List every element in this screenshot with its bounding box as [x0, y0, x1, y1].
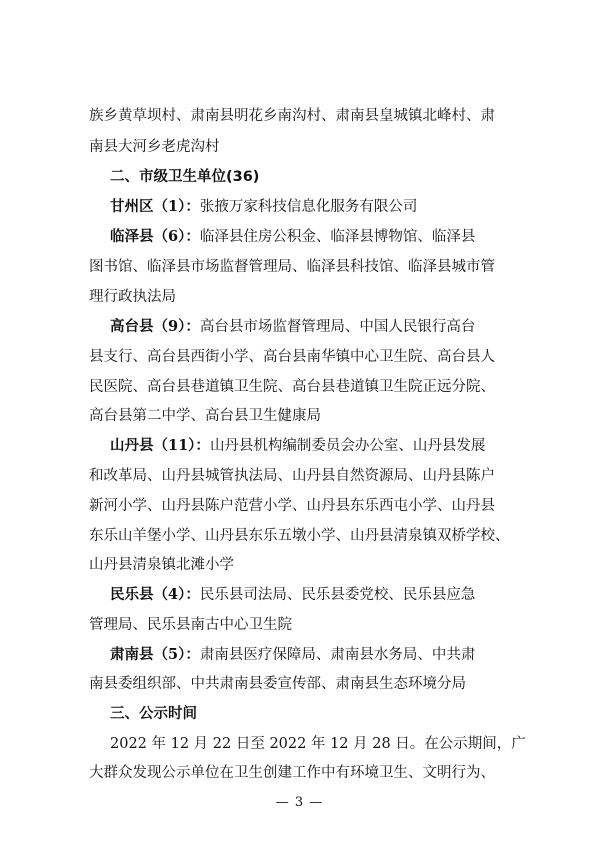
shandan-line-1: 山丹县机构编制委员会办公室、山丹县发展 [209, 438, 486, 454]
section-two-heading: 二、市级卫生单位(36) [110, 169, 260, 185]
gaotai-line-1: 高台县市场监督管理局、中国人民银行高台 [199, 319, 476, 335]
gaotai-label: 高台县（9）： [110, 318, 200, 335]
ganzhou-entry [110, 197, 540, 217]
ganzhou-label: 甘州区（1）： [110, 198, 200, 215]
gaotai-line-3: 民医院、高台县巷道镇卫生院、高台县巷道镇卫生院正远分院、 [89, 379, 495, 395]
gaotai-entry [110, 317, 540, 337]
minle-label: 民乐县（4）： [110, 586, 200, 603]
section-three-heading: 三、公示时间 [110, 706, 197, 722]
sunan-entry [110, 645, 540, 665]
page-number: — 3 — [275, 795, 324, 810]
notice-line-1: 2022 年 12 月 22 日至 2022 年 12 月 28 日。在公示期间，广 [110, 736, 526, 752]
intro-line-1: 族乡黄草坝村、肃南县明花乡南沟村、肃南县皇城镇北峰村、肃 [89, 108, 495, 124]
shandan-label: 山丹县（11）： [110, 437, 210, 454]
sunan-label: 肃南县（5）： [110, 646, 200, 663]
shandan-entry [110, 436, 540, 456]
ganzhou-line-1: 张掖万家科技信息化服务有限公司 [199, 199, 418, 215]
notice-line-2: 大群众发现公示单位在卫生创建工作中有环境卫生、文明行为、 [89, 765, 495, 781]
shandan-line-4: 东乐山羊堡小学、山丹县东乐五墩小学、山丹县清泉镇双桥学校、 [89, 528, 510, 544]
gaotai-line-2: 县支行、高台县西街小学、高台县南华镇中心卫生院、高台县人 [89, 349, 495, 365]
minle-line-1: 民乐县司法局、民乐县委党校、民乐县应急 [199, 587, 476, 603]
minle-entry [110, 585, 540, 605]
gaotai-line-4: 高台县第二中学、高台县卫生健康局 [89, 408, 321, 424]
sunan-line-1: 肃南县医疗保障局、肃南县水务局、中共肃 [199, 647, 476, 663]
linze-label: 临泽县（6）： [110, 228, 200, 245]
linze-line-3: 理行政执法局 [89, 289, 176, 305]
minle-line-2: 管理局、民乐县南古中心卫生院 [89, 617, 292, 633]
linze-entry [110, 227, 540, 247]
shandan-line-2: 和改革局、山丹县城管执法局、山丹县自然资源局、山丹县陈户 [89, 468, 495, 484]
shandan-line-3: 新河小学、山丹县陈户范营小学、山丹县东乐西屯小学、山丹县 [89, 498, 495, 514]
sunan-line-2: 南县委组织部、中共肃南县委宣传部、肃南县生态环境分局 [89, 676, 466, 692]
linze-line-1: 临泽县住房公积金、临泽县博物馆、临泽县 [199, 229, 476, 245]
shandan-line-5: 山丹县清泉镇北滩小学 [89, 557, 234, 573]
linze-line-2: 图书馆、临泽县市场监督管理局、临泽县科技馆、临泽县城市管 [89, 259, 495, 275]
intro-line-2: 南县大河乡老虎沟村 [89, 139, 220, 155]
